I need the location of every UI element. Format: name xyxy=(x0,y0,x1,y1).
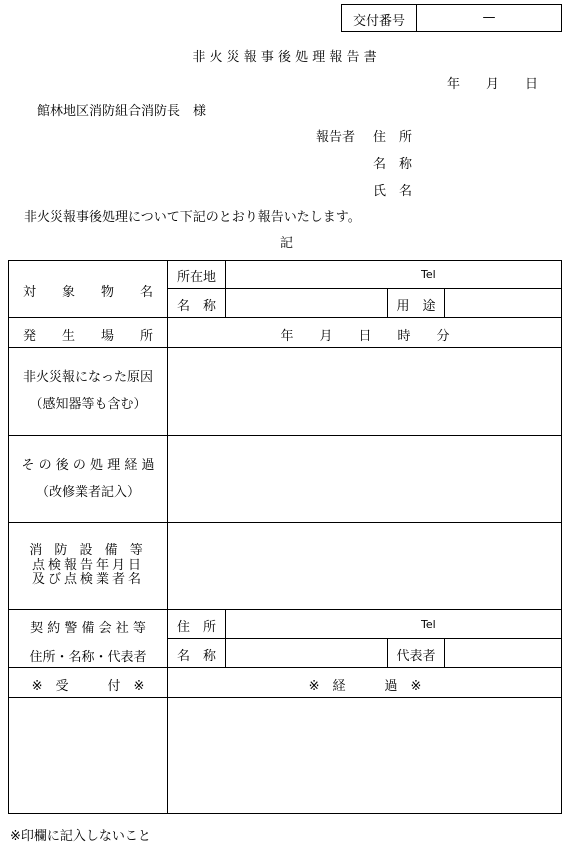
representative-field[interactable] xyxy=(445,639,561,667)
reporter-label: 報告者 xyxy=(316,130,356,145)
footer-note: ※印欄に記入しないこと xyxy=(10,829,151,844)
security-name-field[interactable] xyxy=(226,639,387,667)
process-field[interactable] xyxy=(168,436,561,522)
usage-label: 用 途 xyxy=(396,299,436,314)
reporter-person-label: 氏 名 xyxy=(373,184,413,199)
location-field[interactable] xyxy=(226,261,561,288)
inspection-field[interactable] xyxy=(168,523,561,609)
inspection-label-1: 消 防 設 備 等 xyxy=(29,543,147,558)
ki-label: 記 xyxy=(280,236,294,251)
receipt-area xyxy=(9,698,167,813)
occurrence-label: 発 生 場 所 xyxy=(22,329,153,344)
reporter-address-label: 住 所 xyxy=(373,130,413,145)
name-label: 名 称 xyxy=(176,299,216,314)
reporter-name-label: 名 称 xyxy=(373,157,413,172)
security-tel-label: Tel xyxy=(421,618,436,631)
security-sublabel: 住所・名称・代表者 xyxy=(29,650,147,665)
process-label: そ の 後 の 処 理 経 過 xyxy=(21,458,155,473)
usage-field[interactable] xyxy=(445,289,561,317)
tel-label: Tel xyxy=(421,268,436,281)
location-label: 所在地 xyxy=(176,270,216,285)
occurrence-datetime[interactable]: 年 月 日 時 分 xyxy=(280,329,450,344)
security-address-field[interactable] xyxy=(226,610,561,638)
cause-sublabel: （感知器等も含む） xyxy=(29,397,147,412)
issue-number-label: 交付番号 xyxy=(352,14,405,29)
process-sublabel: （改修業者記入） xyxy=(35,485,140,500)
issue-number-value: — xyxy=(482,10,496,25)
receipt-header: ※ 受 付 ※ xyxy=(31,679,145,694)
progress-header: ※ 経 過 ※ xyxy=(308,679,422,694)
divider xyxy=(8,667,562,668)
divider xyxy=(8,317,562,318)
page-title: 非 火 災 報 事 後 処 理 報 告 書 xyxy=(192,50,377,65)
target-label: 対 象 物 名 xyxy=(22,285,153,300)
cause-field[interactable] xyxy=(168,348,561,435)
addressee: 館林地区消防組合消防長 様 xyxy=(37,104,207,119)
intro-text: 非火災報事後処理について下記のとおり報告いたします。 xyxy=(24,210,361,225)
representative-label: 代表者 xyxy=(396,649,436,664)
inspection-label-3: 及び点検業者名 xyxy=(31,572,144,587)
report-date: 年 月 日 xyxy=(447,77,539,92)
inspection-label-2: 点検報告年月日 xyxy=(31,558,144,573)
name-field[interactable] xyxy=(226,289,387,317)
progress-area xyxy=(168,698,561,813)
security-name-label: 名 称 xyxy=(176,649,216,664)
security-address-label: 住 所 xyxy=(176,620,216,635)
cause-label: 非火災報になった原因 xyxy=(22,370,153,385)
security-label: 契 約 警 備 会 社 等 xyxy=(30,621,146,636)
